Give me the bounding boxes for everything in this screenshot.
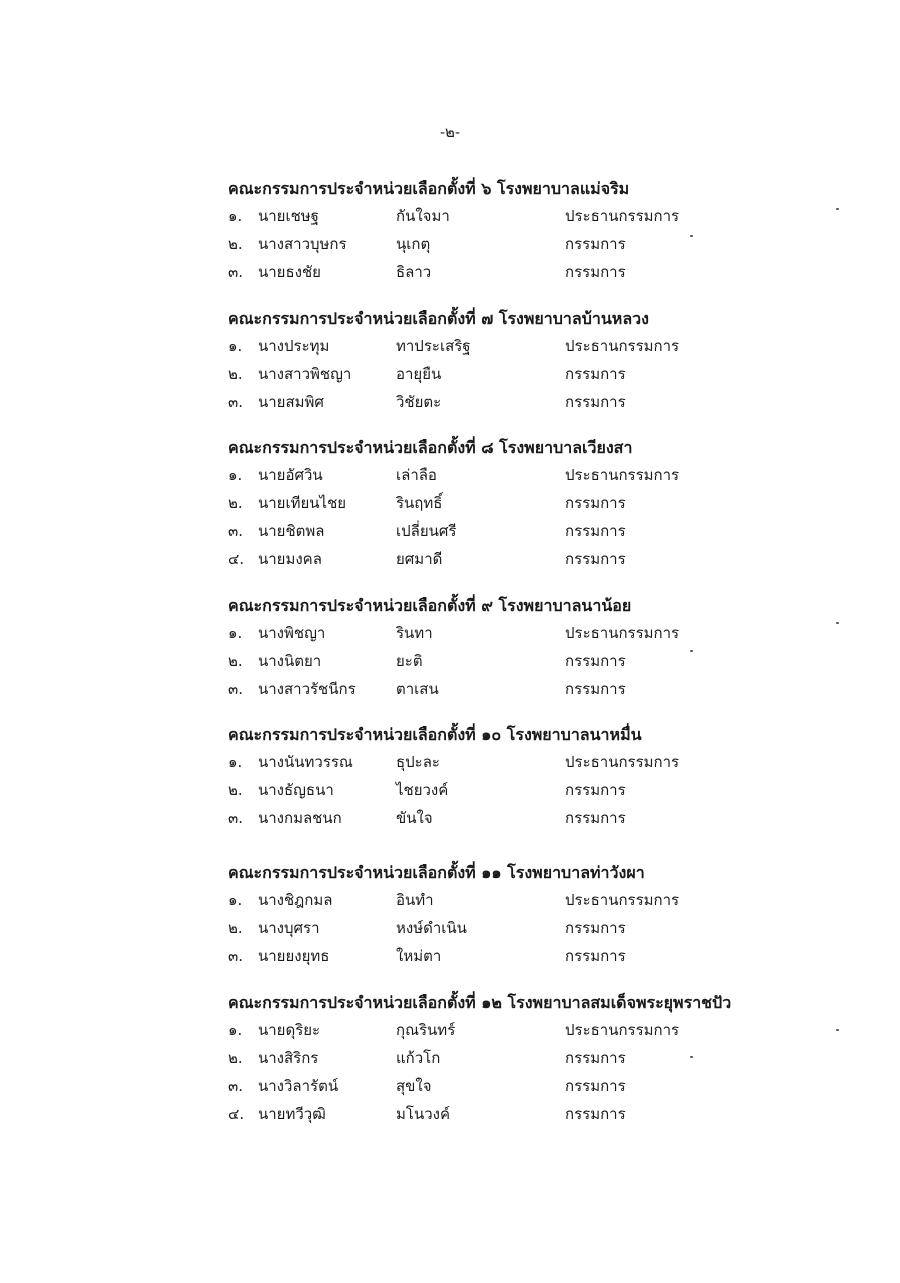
member-first-name: นางกมลชนก <box>258 809 342 827</box>
member-row <box>228 914 788 942</box>
member-last-name: หงษ์ดำเนิน <box>396 919 467 937</box>
member-row <box>228 804 788 832</box>
member-role: กรรมการ <box>565 809 626 827</box>
member-number: ๒. <box>228 919 243 937</box>
member-role: ประธานกรรมการ <box>565 207 680 225</box>
member-role: กรรมการ <box>565 781 626 799</box>
member-role: ประธานกรรมการ <box>565 624 680 642</box>
member-role: กรรมการ <box>565 550 626 568</box>
scan-speck <box>690 235 693 237</box>
section-title: คณะกรรมการประจำหน่วยเลือกตั้งที่ ๑๑ โรงพยาบาลท่าวังผา <box>228 863 645 882</box>
member-role: กรรมการ <box>565 263 626 281</box>
member-row <box>228 202 788 230</box>
member-number: ๓. <box>228 522 244 540</box>
member-number: ๒. <box>228 652 243 670</box>
member-role: กรรมการ <box>565 680 626 698</box>
committee-section-10 <box>228 722 788 832</box>
member-first-name: นางชิฎกมล <box>258 891 333 909</box>
member-number: ๒. <box>228 365 243 383</box>
member-role: ประธานกรรมการ <box>565 466 680 484</box>
member-row <box>228 619 788 647</box>
member-last-name: กุณรินทร์ <box>396 1021 456 1039</box>
section-title: คณะกรรมการประจำหน่วยเลือกตั้งที่ ๖ โรงพยาบาลแม่จริม <box>228 179 630 198</box>
member-number: ๓. <box>228 1077 244 1095</box>
member-row <box>228 675 788 703</box>
member-row <box>228 332 788 360</box>
member-number: ๓. <box>228 393 244 411</box>
member-row <box>228 360 788 388</box>
member-number: ๑. <box>228 753 243 771</box>
member-last-name: แก้วโก <box>396 1049 441 1067</box>
member-last-name: อายุยืน <box>396 365 442 383</box>
member-last-name: ไชยวงค์ <box>396 781 449 799</box>
member-row <box>228 1044 788 1072</box>
member-row <box>228 776 788 804</box>
member-number: ๓. <box>228 263 244 281</box>
member-number: ๑. <box>228 891 243 909</box>
member-number: ๒. <box>228 494 243 512</box>
member-row <box>228 388 788 416</box>
member-number: ๓. <box>228 680 244 698</box>
member-first-name: นางธัญธนา <box>258 781 334 799</box>
member-first-name: นายธงชัย <box>258 263 321 281</box>
section-title: คณะกรรมการประจำหน่วยเลือกตั้งที่ ๙ โรงพยาบาลนาน้อย <box>228 596 632 615</box>
member-first-name: นางพิชญา <box>258 624 326 642</box>
member-last-name: นุเกตุ <box>396 235 431 253</box>
member-last-name: ทาประเสริฐ <box>396 337 471 355</box>
member-number: ๔. <box>228 1105 245 1123</box>
member-number: ๑. <box>228 624 243 642</box>
member-role: กรรมการ <box>565 393 626 411</box>
member-first-name: นายเชษฐ <box>258 207 319 225</box>
member-role: ประธานกรรมการ <box>565 337 680 355</box>
member-first-name: นางสิริกร <box>258 1049 319 1067</box>
member-first-name: นายเทียนไชย <box>258 494 347 512</box>
section-title: คณะกรรมการประจำหน่วยเลือกตั้งที่ ๗ โรงพยาบาลบ้านหลวง <box>228 309 649 328</box>
member-last-name: ยะติ <box>396 652 423 670</box>
member-number: ๑. <box>228 1021 243 1039</box>
member-role: กรรมการ <box>565 1077 626 1095</box>
member-number: ๔. <box>228 550 245 568</box>
scan-speck <box>836 208 839 210</box>
scan-speck <box>690 650 693 652</box>
member-row <box>228 230 788 258</box>
member-role: กรรมการ <box>565 365 626 383</box>
member-last-name: ตาเสน <box>396 680 439 698</box>
member-row <box>228 258 788 286</box>
member-role: กรรมการ <box>565 1049 626 1067</box>
member-last-name: ยศมาดี <box>396 550 443 568</box>
committee-section-7 <box>228 306 788 416</box>
member-role: ประธานกรรมการ <box>565 891 680 909</box>
member-last-name: ขันใจ <box>396 809 433 827</box>
member-row <box>228 748 788 776</box>
member-first-name: นายทวีวุฒิ <box>258 1105 326 1123</box>
member-last-name: เปลี่ยนศรี <box>396 522 457 540</box>
member-role: กรรมการ <box>565 1105 626 1123</box>
member-last-name: ธุปะละ <box>396 753 440 771</box>
member-row <box>228 886 788 914</box>
member-last-name: วิชัยตะ <box>396 393 442 411</box>
member-last-name: มโนวงค์ <box>396 1105 450 1123</box>
member-role: กรรมการ <box>565 494 626 512</box>
member-last-name: รินทา <box>396 624 433 642</box>
member-row <box>228 647 788 675</box>
committee-section-12 <box>228 990 788 1128</box>
member-first-name: นายสมพิศ <box>258 393 324 411</box>
committee-section-6 <box>228 176 788 286</box>
member-first-name: นางประทุม <box>258 337 330 355</box>
member-number: ๒. <box>228 781 243 799</box>
member-number: ๓. <box>228 809 244 827</box>
member-role: ประธานกรรมการ <box>565 1021 680 1039</box>
scan-speck <box>690 1056 693 1058</box>
member-row <box>228 461 788 489</box>
member-first-name: นายอัศวิน <box>258 466 323 484</box>
member-first-name: นางนิตยา <box>258 652 322 670</box>
scan-speck <box>836 622 839 624</box>
member-row <box>228 489 788 517</box>
member-first-name: นางบุศรา <box>258 919 320 937</box>
committee-section-11 <box>228 860 788 970</box>
member-row <box>228 1072 788 1100</box>
member-first-name: นางวิลารัตน์ <box>258 1077 339 1095</box>
member-role: กรรมการ <box>565 919 626 937</box>
member-last-name: ธิลาว <box>396 263 432 281</box>
member-row <box>228 1100 788 1128</box>
member-row <box>228 545 788 573</box>
member-number: ๑. <box>228 337 243 355</box>
member-number: ๒. <box>228 235 243 253</box>
member-row <box>228 1016 788 1044</box>
committee-section-9 <box>228 593 788 703</box>
committee-section-8 <box>228 435 788 573</box>
member-row <box>228 942 788 970</box>
member-first-name: นายยงยุทธ <box>258 947 330 965</box>
member-first-name: นางสาวรัชนีกร <box>258 680 356 698</box>
member-last-name: สุขใจ <box>396 1077 432 1095</box>
section-title: คณะกรรมการประจำหน่วยเลือกตั้งที่ ๘ โรงพยาบาลเวียงสา <box>228 438 633 457</box>
member-last-name: รินฤทธิ์ <box>396 494 443 512</box>
member-first-name: นายชิตพล <box>258 522 325 540</box>
member-first-name: นายดุริยะ <box>258 1021 321 1039</box>
member-last-name: กันใจมา <box>396 207 450 225</box>
scan-speck <box>836 1029 839 1031</box>
member-first-name: นายมงคล <box>258 550 322 568</box>
member-row <box>228 517 788 545</box>
member-number: ๒. <box>228 1049 243 1067</box>
member-first-name: นางสาวพิชญา <box>258 365 352 383</box>
member-role: กรรมการ <box>565 235 626 253</box>
member-role: กรรมการ <box>565 522 626 540</box>
member-first-name: นางนันทวรรณ <box>258 753 353 771</box>
member-number: ๓. <box>228 947 244 965</box>
section-title: คณะกรรมการประจำหน่วยเลือกตั้งที่ ๑๐ โรงพยาบาลนาหมื่น <box>228 725 642 744</box>
section-title: คณะกรรมการประจำหน่วยเลือกตั้งที่ ๑๒ โรงพยาบาลสมเด็จพระยุพราชปัว <box>228 993 732 1012</box>
member-role: กรรมการ <box>565 652 626 670</box>
member-last-name: อินทำ <box>396 891 434 909</box>
member-first-name: นางสาวบุษกร <box>258 235 347 253</box>
page-number: -๒- <box>439 123 461 141</box>
member-role: ประธานกรรมการ <box>565 753 680 771</box>
member-last-name: ใหม่ตา <box>396 947 442 965</box>
member-last-name: เล่าลือ <box>396 466 437 484</box>
member-number: ๑. <box>228 207 243 225</box>
member-number: ๑. <box>228 466 243 484</box>
member-role: กรรมการ <box>565 947 626 965</box>
